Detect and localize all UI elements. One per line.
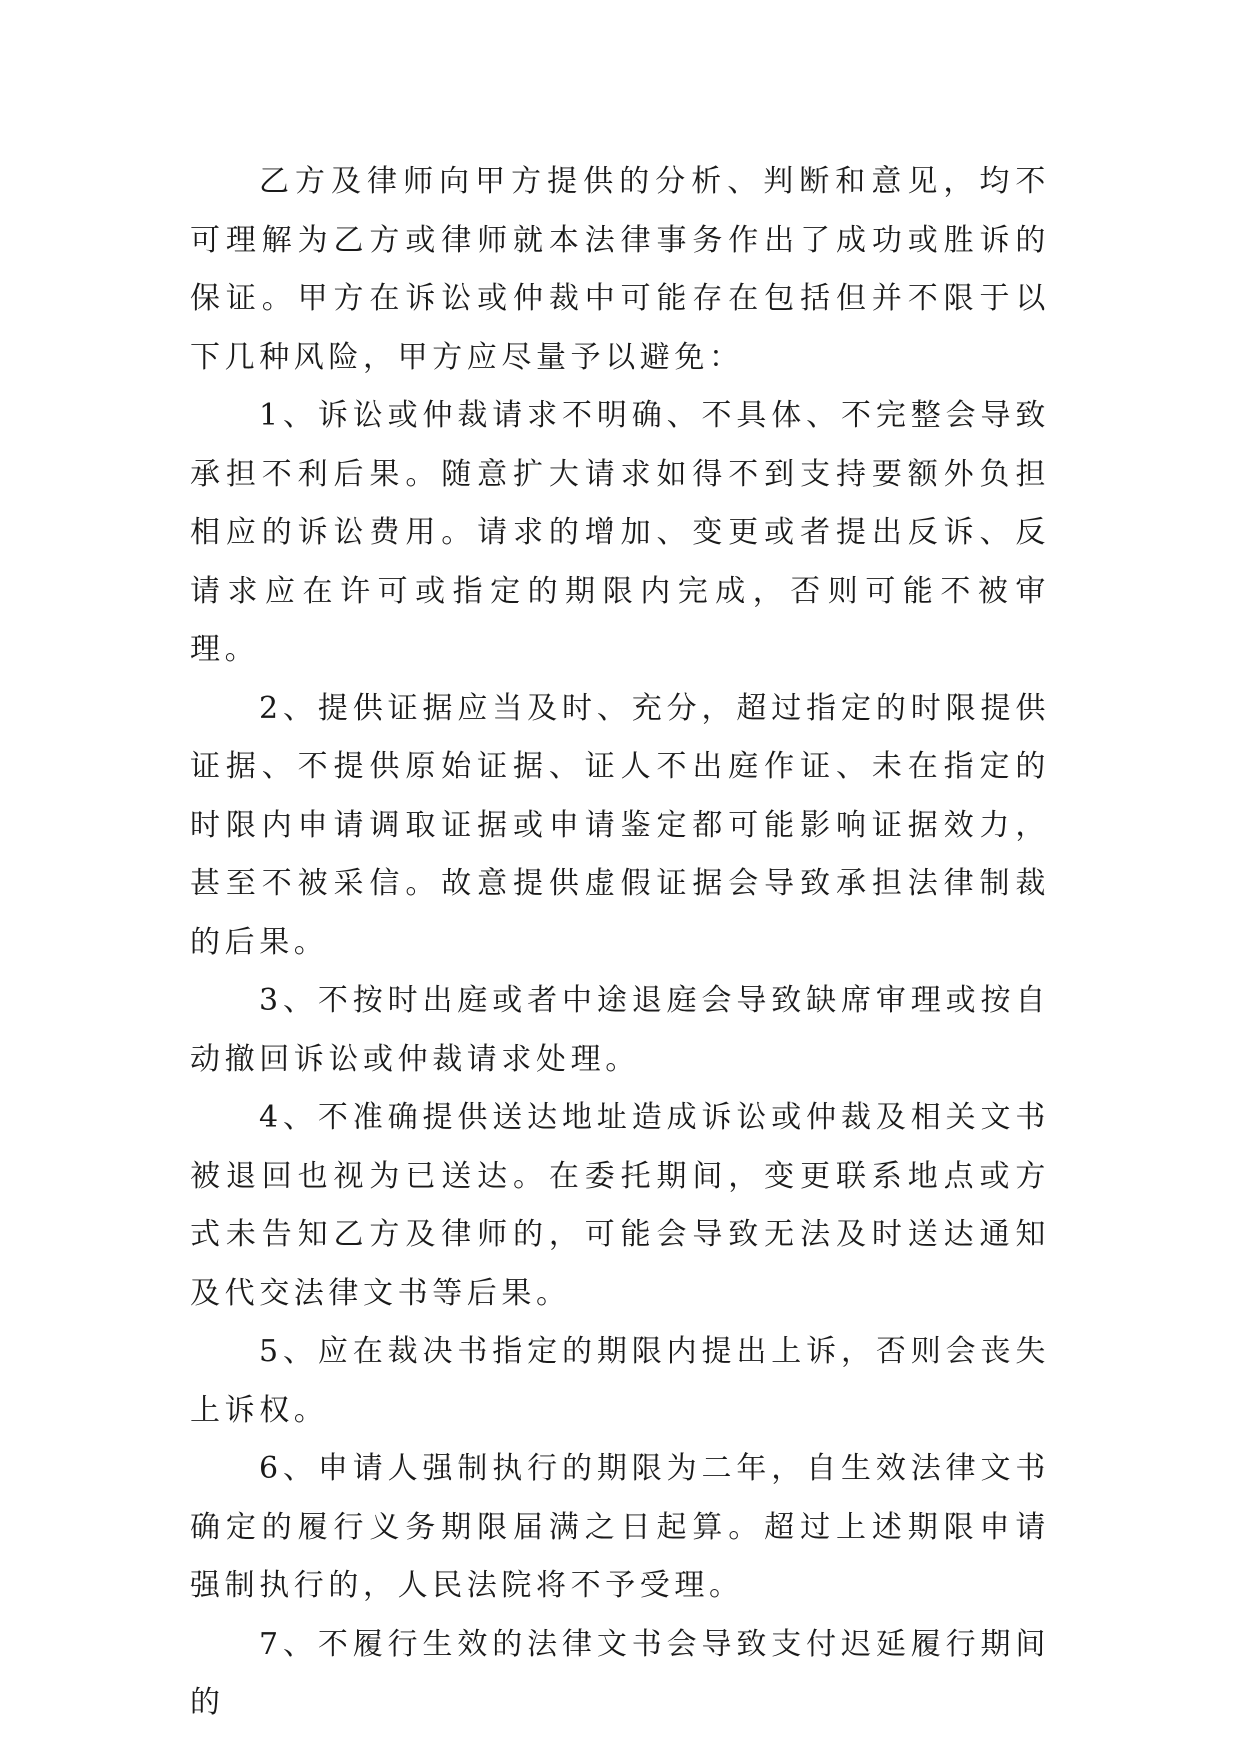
paragraph-risk-5: 5、应在裁决书指定的期限内提出上诉，否则会丧失上诉权。 [190,1334,1050,1428]
document-body [190,153,1050,1733]
paragraph-risk-3: 3、不按时出庭或者中途退庭会导致缺席审理或按自动撤回诉讼或仲裁请求处理。 [190,983,1050,1077]
paragraph-risk-4: 4、不准确提供送达地址造成诉讼或仲裁及相关文书被退回也视为已送达。在委托期间，变更联系地点或方式未告知乙方及律师的，可能会导致无法及时送达通知及代交法律文书等后果。 [190,1100,1050,1311]
paragraph-intro: 乙方及律师向甲方提供的分析、判断和意见，均不可理解为乙方或律师就本法律事务作出了成功或胜诉的保证。甲方在诉讼或仲裁中可能存在包括但并不限于以下几种风险，甲方应尽量予以避免： [190,164,1050,375]
paragraph-risk-6: 6、申请人强制执行的期限为二年，自生效法律文书确定的履行义务期限届满之日起算。超过上述期限申请强制执行的，人民法院将不予受理。 [190,1451,1050,1603]
paragraph-risk-1: 1、诉讼或仲裁请求不明确、不具体、不完整会导致承担不利后果。随意扩大请求如得不到支持要额外负担相应的诉讼费用。请求的增加、变更或者提出反诉、反请求应在许可或指定的期限内完成，否则可能不被审理。 [190,398,1050,667]
paragraph-risk-2: 2、提供证据应当及时、充分，超过指定的时限提供证据、不提供原始证据、证人不出庭作证、未在指定的时限内申请调取证据或申请鉴定都可能影响证据效力，甚至不被采信。故意提供虚假证据会导致承担法律制裁的后果。 [190,690,1050,960]
paragraph-risk-7: 7、不履行生效的法律文书会导致支付迟延履行期间的 [190,1626,1050,1720]
